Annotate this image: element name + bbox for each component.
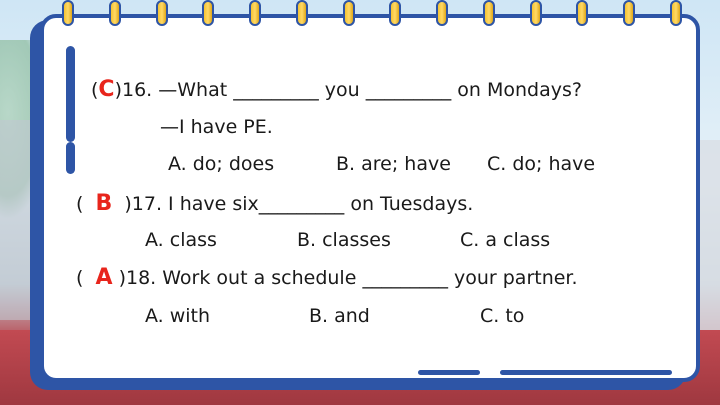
option-16-a: A. do; does: [168, 153, 275, 175]
open-paren: (: [76, 193, 84, 215]
page-bottom-line: [500, 370, 672, 375]
binder-ring: [202, 0, 214, 30]
binder-ring: [249, 0, 261, 30]
option-18-b: B. and: [309, 305, 370, 327]
question-16-stem: )16. —What _________ you _________ on Mondays?: [114, 79, 582, 101]
option-16-c: C. do; have: [487, 153, 596, 175]
binder-ring: [623, 0, 635, 30]
answer-18: A: [95, 265, 113, 290]
answer-17: B: [95, 191, 113, 216]
binder-ring: [436, 0, 448, 30]
binder-ring: [62, 0, 74, 30]
margin-bar: [66, 142, 75, 174]
question-17: [76, 191, 473, 216]
answer-16: C: [98, 77, 115, 102]
margin-bar: [66, 46, 75, 142]
open-paren: (: [91, 79, 99, 101]
binder-ring: [576, 0, 588, 30]
binder-ring: [670, 0, 682, 30]
binder-ring: [483, 0, 495, 30]
binder-ring: [343, 0, 355, 30]
question-18-stem: )18. Work out a schedule _________ your partner.: [118, 267, 578, 289]
binder-ring: [156, 0, 168, 30]
option-18-c: C. to: [480, 305, 525, 327]
option-17-a: A. class: [145, 229, 217, 251]
open-paren: (: [76, 267, 84, 289]
binder-ring: [389, 0, 401, 30]
binder-ring: [530, 0, 542, 30]
question-16-reply: —I have PE.: [160, 116, 273, 138]
binder-ring: [296, 0, 308, 30]
binder-rings: [62, 0, 682, 32]
option-17-c: C. a class: [460, 229, 551, 251]
question-17-stem: )17. I have six_________ on Tuesdays.: [124, 193, 474, 215]
binder-ring: [109, 0, 121, 30]
question-18: [76, 265, 578, 290]
option-18-a: A. with: [145, 305, 211, 327]
option-17-b: B. classes: [297, 229, 391, 251]
question-16: [91, 77, 582, 102]
option-16-b: B. are; have: [336, 153, 451, 175]
page-bottom-line: [418, 370, 480, 375]
